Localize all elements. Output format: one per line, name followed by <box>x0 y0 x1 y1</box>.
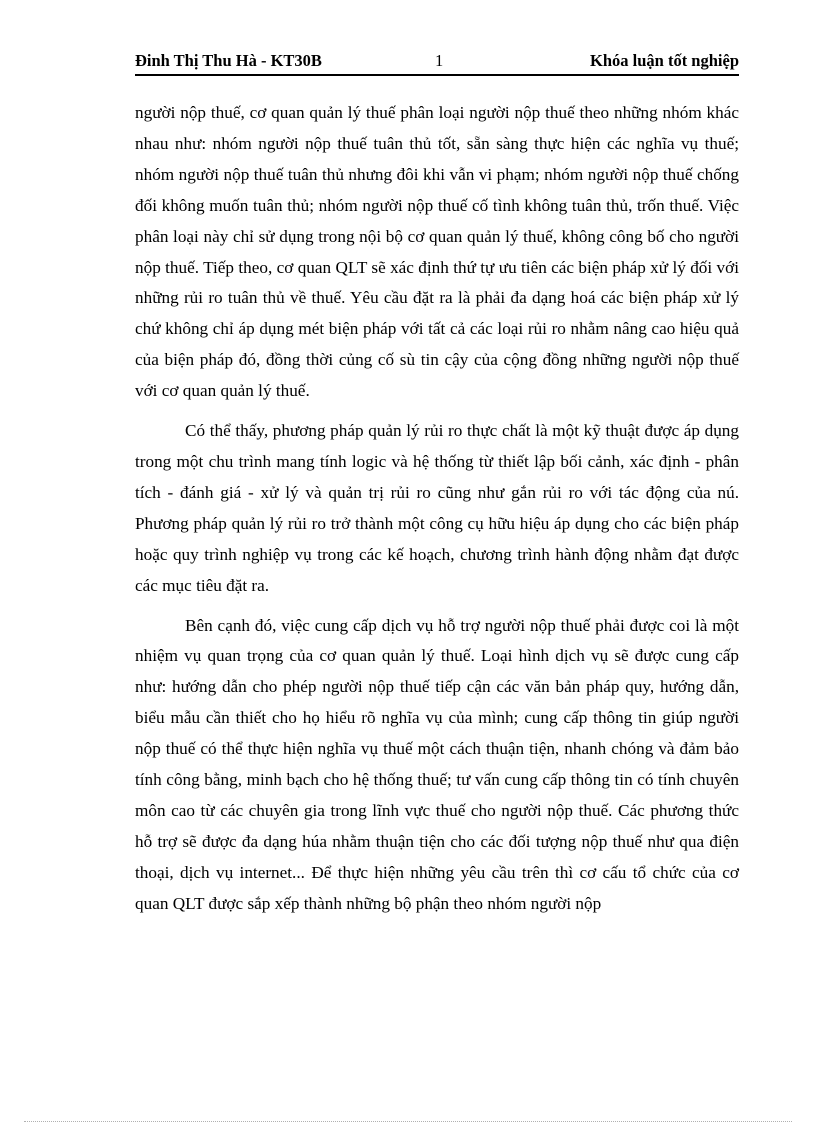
header-page-number: 1 <box>435 51 444 70</box>
paragraph-2: Có thể thấy, phương pháp quản lý rủi ro thực chất là một kỹ thuật được áp dụng trong một chu trình mang tính logic và hệ thống từ thiết lập bối cảnh, xác định - phân tích - đánh giá - xử lý và quản trị rủi ro cũng như gắn rủi ro với tác động của nú. Phương pháp quản lý rủi ro trở thành một công cụ hữu hiệu áp dụng cho các biện pháp hoặc quy trình nghiệp vụ trong các kế hoạch, chương trình hành động nhằm đạt được các mục tiêu đặt ra. <box>135 421 739 595</box>
document-body <box>135 98 739 920</box>
paragraph-1: người nộp thuế, cơ quan quản lý thuế phân loại người nộp thuế theo những nhóm khác nhau như: nhóm người nộp thuế tuân thủ tốt, sẵn sàng thực hiện các nghĩa vụ thuế; nhóm người nộp thuế tuân thủ nhưng đôi khi vẫn vi phạm; nhóm người nộp thuế chống đối không muốn tuân thủ; nhóm người nộp thuế cố tình không tuân thủ, trốn thuế. Việc phân loại này chỉ sử dụng trong nội bộ cơ quan quản lý thuế, không công bố cho người nộp thuế. Tiếp theo, cơ quan QLT sẽ xác định thứ tự ưu tiên các biện pháp xử lý đối với những rủi ro tuân thủ về thuế. Yêu cầu đặt ra là phải đa dạng hoá các biện pháp xử lý chứ không chỉ áp dụng mét biện pháp với tất cả các loại rủi ro nhằm nâng cao hiệu quả của biện pháp đó, đồng thời củng cố sù tin cậy của cộng đồng những người nộp thuế với cơ quan quản lý thuế. <box>135 103 739 401</box>
page-header <box>135 48 739 76</box>
header-document-title: Khóa luận tốt nghiệp <box>590 51 739 70</box>
header-author: Đinh Thị Thu Hà - KT30B <box>135 51 322 70</box>
page-bottom-edge <box>24 1121 792 1122</box>
paragraph-3: Bên cạnh đó, việc cung cấp dịch vụ hỗ trợ người nộp thuế phải được coi là một nhiệm vụ quan trọng của cơ quan quản lý thuế. Loại hình dịch vụ sẽ được cung cấp như: hướng dẫn cho phép người nộp thuế tiếp cận các văn bản pháp quy, hướng dẫn, biểu mẫu cần thiết cho họ hiểu rõ nghĩa vụ của mình; cung cấp thông tin giúp người nộp thuế có thể thực hiện nghĩa vụ thuế một cách thuận tiện, nhanh chóng và đảm bảo tính công bằng, minh bạch cho hệ thống thuế; tư vấn cung cấp thông tin có tính chuyên môn cao từ các chuyên gia trong lĩnh vực thuế cho người nộp thuế. Các phương thức hỗ trợ sẽ được đa dạng húa nhằm thuận tiện cho các đối tượng nộp thuế như qua điện thoại, dịch vụ internet... Để thực hiện những yêu cầu trên thì cơ cấu tổ chức của cơ quan QLT được sắp xếp thành những bộ phận theo nhóm người nộp <box>135 615 739 913</box>
